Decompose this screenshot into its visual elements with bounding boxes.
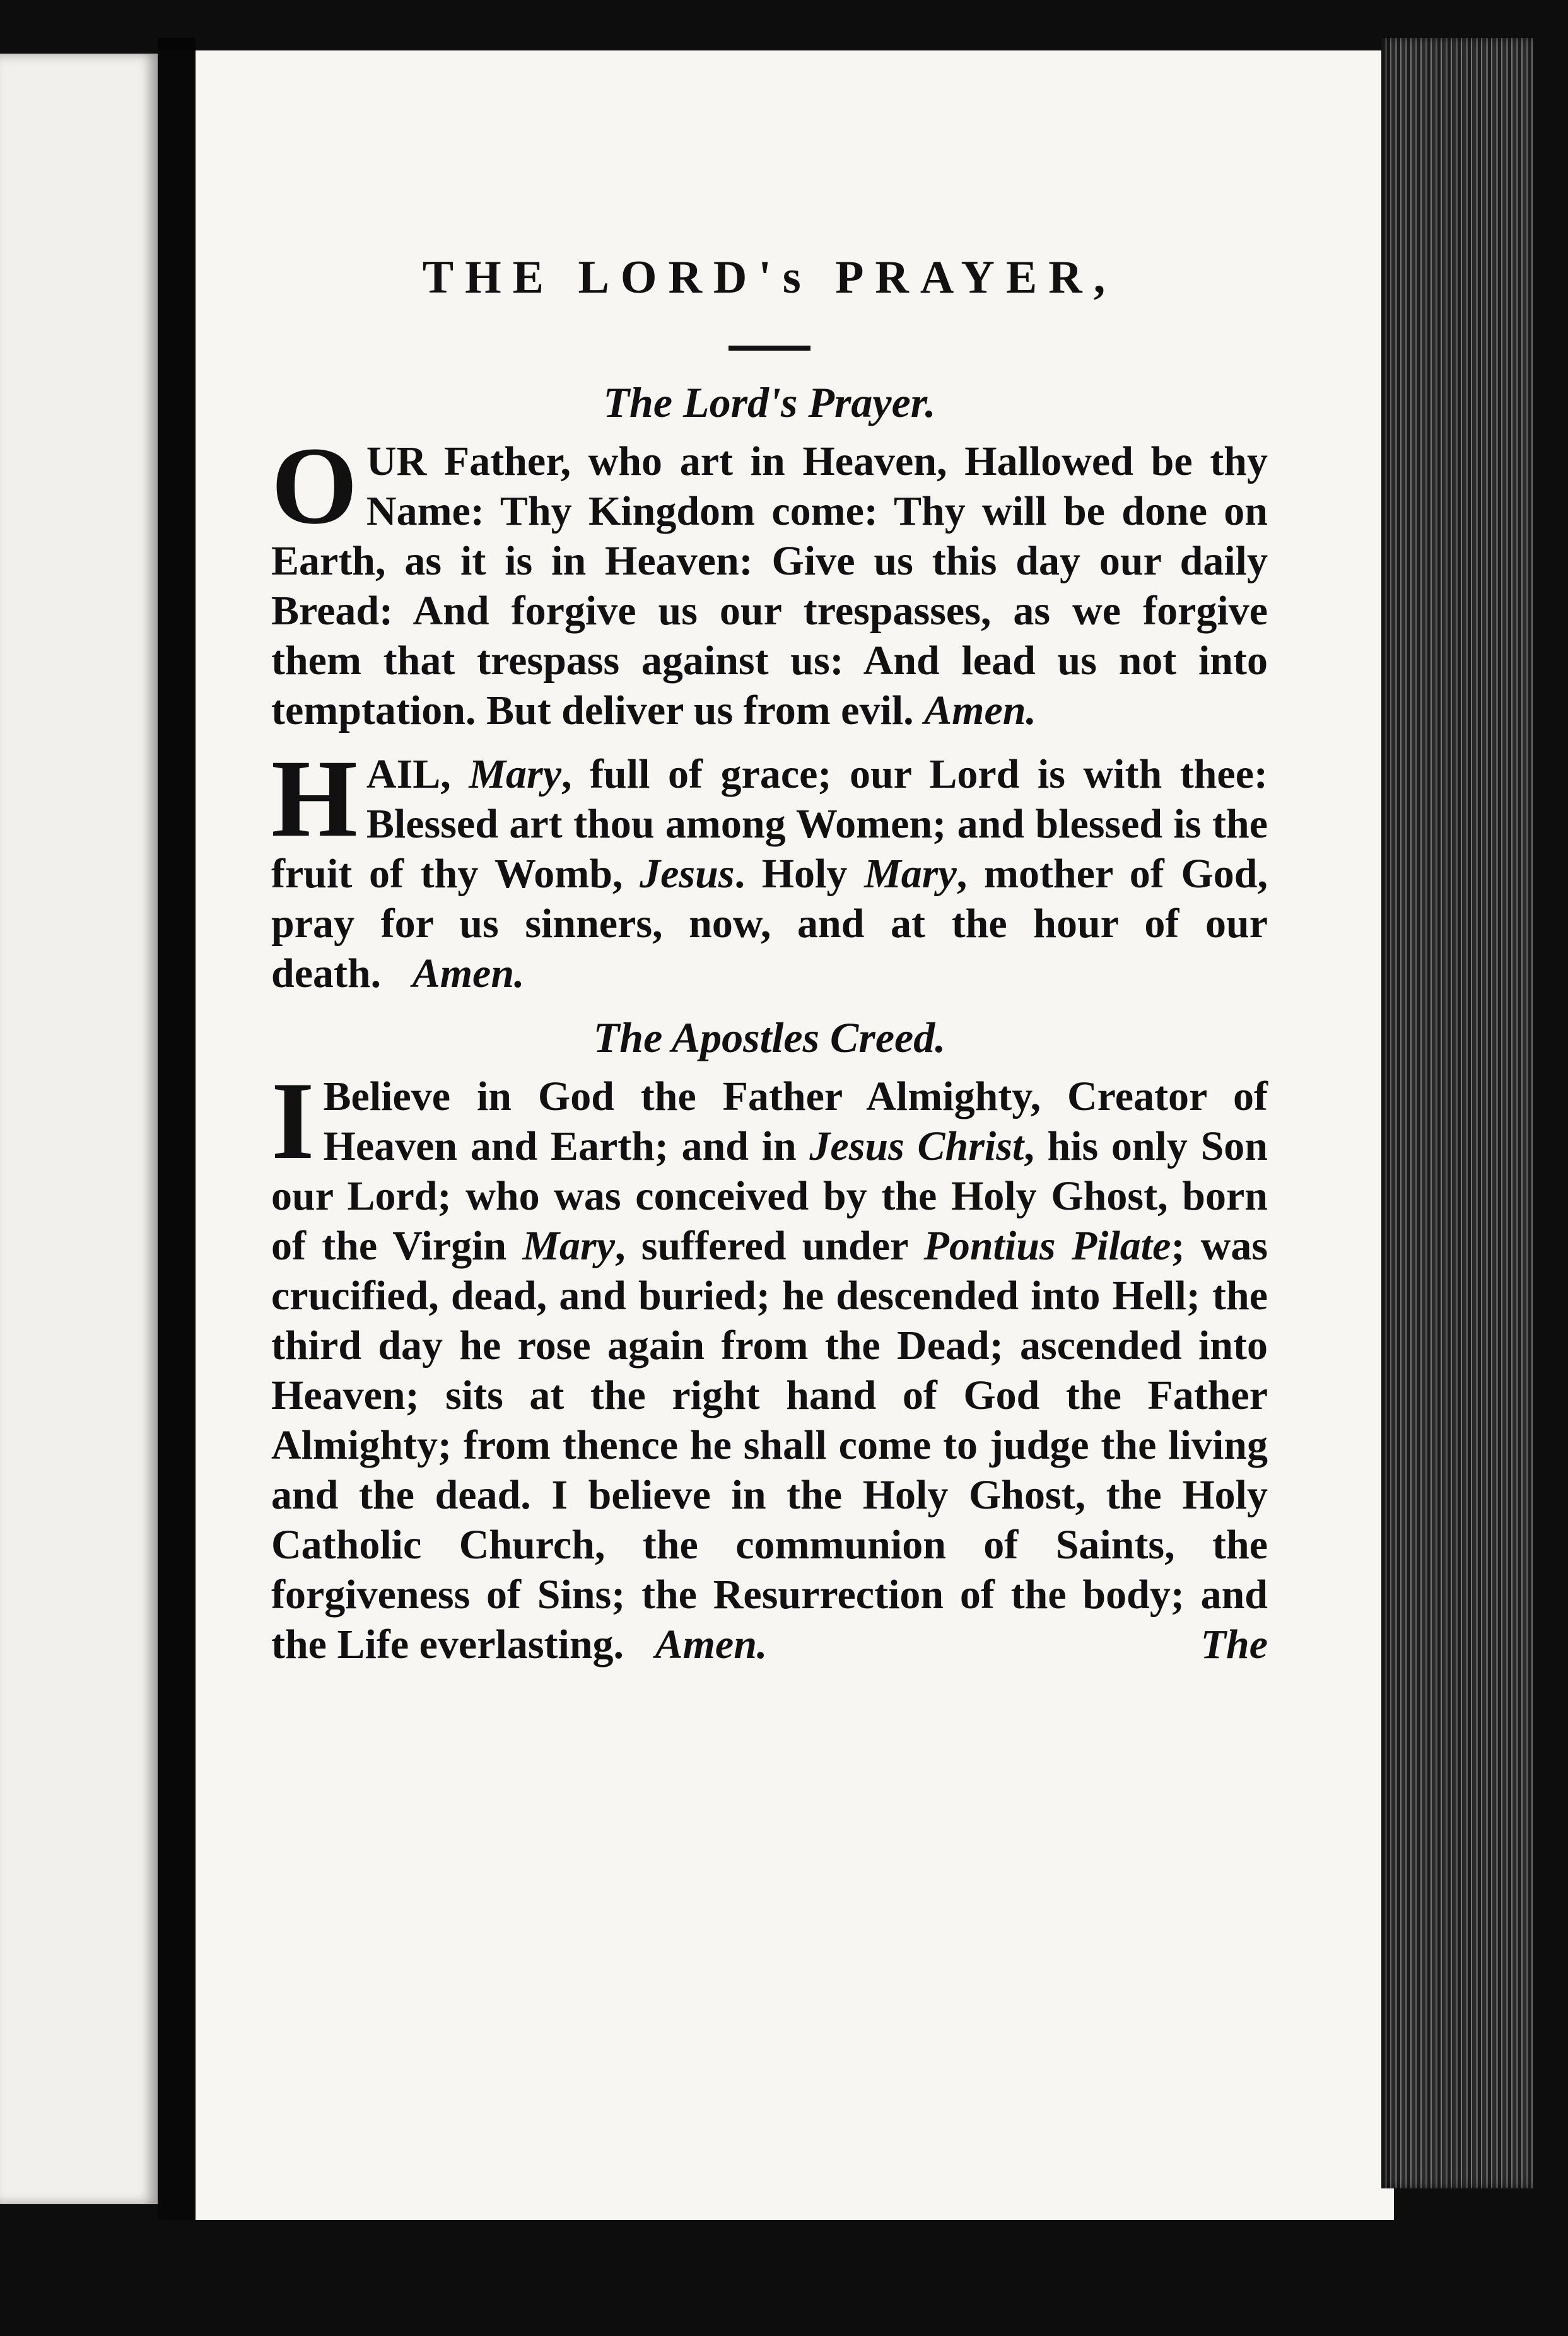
page-title: THE LORD's PRAYER, [422, 252, 1117, 303]
name-pontius-pilate: Pontius Pilate [923, 1223, 1171, 1269]
apostles-creed-amen: Amen. [655, 1621, 768, 1667]
lords-prayer-heading: The Lord's Prayer. [603, 378, 936, 426]
lords-prayer-text: UR Father, who art in Heaven, Hallowed be thy Name: Thy Kingdom come: Thy will be done on Earth, as it is in Heaven: Give us this day our daily Bread: And forgive us our trespasses, as we forgive them that trespass against us: And lead us not into temptation. But deliver us from evil. [271, 438, 1268, 733]
name-mary: Mary [522, 1223, 616, 1269]
title-rule [728, 346, 810, 351]
name-jesus: Jesus [640, 851, 735, 897]
page-fore-edge [1381, 38, 1533, 2188]
lords-prayer-paragraph [271, 424, 1268, 735]
dropcap-h: H [271, 737, 358, 860]
apostles-creed-text: Believe in God the Father Almighty, Creator of Heaven and Earth; and in Jesus Christ, his only Son our Lord; who was conceived by the Holy Ghost, born of the Virgin Mary, suffered under Pontius Pilate; was crucified, dead, and buried; he descended into Hell; the third day he rose again from the Dead; ascended into Heaven; sits at the right hand of God the Father Almighty; from thence he shall come to judge the living and the dead. I believe in the Holy Ghost, the Holy Catholic Church, the communion of Saints, the forgiveness of Sins; the Resurrection of the body; and the Life everlasting. [271, 1073, 1268, 1667]
name-mary: Mary [864, 851, 957, 897]
hail-mary-amen: Amen. [412, 950, 525, 996]
catchword: The [1200, 1621, 1268, 1667]
left-page-edge [0, 54, 158, 2204]
apostles-creed-paragraph [271, 1060, 1268, 1669]
name-mary: Mary [469, 751, 562, 797]
hail-mary-paragraph [271, 737, 1268, 998]
name-jesus-christ: Jesus Christ [809, 1123, 1024, 1169]
dropcap-o: O [271, 424, 358, 547]
page-content [271, 246, 1268, 1683]
apostles-creed-heading: The Apostles Creed. [593, 1013, 946, 1061]
hail-mary-text: AIL, Mary, full of grace; our Lord is with thee: Blessed art thou among Women; and blessed is the fruit of thy Womb, Jesus. Holy Mary, mother of God, pray for us sinners, now, and at the hour of our death. [271, 751, 1268, 996]
lords-prayer-amen: Amen. [924, 687, 1037, 733]
dropcap-i: I [271, 1060, 315, 1183]
